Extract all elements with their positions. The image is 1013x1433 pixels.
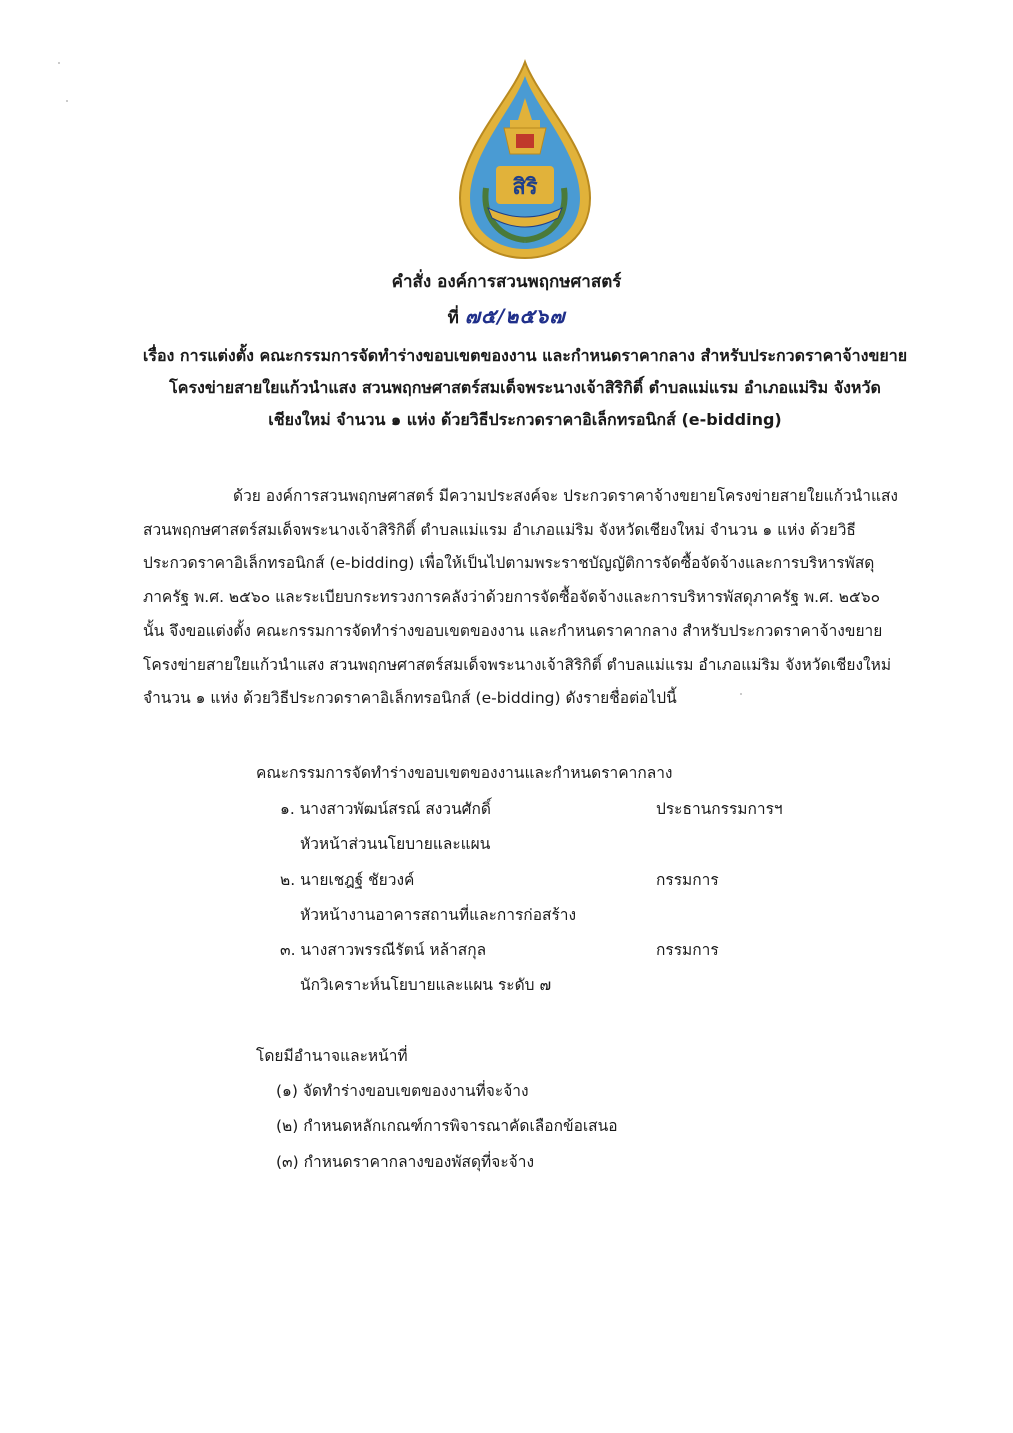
organization-emblem xyxy=(452,58,598,260)
member-role: กรรมการ xyxy=(656,941,719,959)
member-position: หัวหน้างานอาคารสถานที่และการก่อสร้าง xyxy=(300,906,577,924)
scan-speck xyxy=(58,62,60,64)
order-number-label: ที่ xyxy=(447,308,459,328)
body-line: จำนวน ๑ แห่ง ด้วยวิธีประกวดราคาอิเล็กทรอนิกส์ (e-bidding) ดังรายชื่อต่อไปนี้ xyxy=(143,689,677,708)
body-line: สวนพฤกษศาสตร์สมเด็จพระนางเจ้าสิริกิติ์ ตำบลแม่แรม อำเภอแม่ริม จังหวัดเชียงใหม่ จำนวน ๑ แห่ง ด้วยวิธี xyxy=(143,520,856,539)
member-position: นักวิเคราะห์นโยบายและแผน ระดับ ๗ xyxy=(300,976,552,994)
duty-item: (๒) กำหนดหลักเกณฑ์การพิจารณาคัดเลือกข้อเสนอ xyxy=(276,1117,618,1135)
member-name: ๓. นางสาวพรรณีรัตน์ หล้าสกุล xyxy=(280,941,487,959)
duty-item: (๓) กำหนดราคากลางของพัสดุที่จะจ้าง xyxy=(276,1153,535,1171)
body-line: ภาครัฐ พ.ศ. ๒๕๖๐ และระเบียบกระทรวงการคลังว่าด้วยการจัดซื้อจัดจ้างและการบริหารพัสดุภาครัฐ พ.ศ. ๒๕๖๐ xyxy=(143,588,881,607)
body-line: นั้น จึงขอแต่งตั้ง คณะกรรมการจัดทำร่างขอบเขตของงาน และกำหนดราคากลาง สำหรับประกวดราคาจ้างขยาย xyxy=(143,621,883,640)
duties-heading: โดยมีอำนาจและหน้าที่ xyxy=(256,1047,408,1065)
order-number xyxy=(0,300,1013,332)
member-position: หัวหน้าส่วนนโยบายและแผน xyxy=(300,835,491,853)
scan-speck xyxy=(66,100,68,102)
order-subject xyxy=(130,340,920,436)
committee-member xyxy=(280,937,840,962)
order-number-value: ๗๕/๒๕๖๗ xyxy=(464,304,566,328)
member-role: ประธานกรรมการฯ xyxy=(656,800,783,818)
duty-item: (๑) จัดทำร่างขอบเขตของงานที่จะจ้าง xyxy=(276,1082,529,1100)
body-line: โครงข่ายสายใยแก้วนำแสง สวนพฤกษศาสตร์สมเด็จพระนางเจ้าสิริกิติ์ ตำบลแม่แรม อำเภอแม่ริม จังหวัดเชียงใหม่ xyxy=(143,655,892,674)
subject-line: โครงข่ายสายใยแก้วนำแสง สวนพฤกษศาสตร์สมเด็จพระนางเจ้าสิริกิติ์ ตำบลแม่แรม อำเภอแม่ริม จังหวัด xyxy=(169,378,881,397)
committee-member xyxy=(280,796,840,821)
committee-heading: คณะกรรมการจัดทำร่างขอบเขตของงานและกำหนดราคากลาง xyxy=(256,764,673,782)
body-line: ประกวดราคาอิเล็กทรอนิกส์ (e-bidding) เพื่อให้เป็นไปตามพระราชบัญญัติการจัดซื้อจัดจ้างและการบริหารพัสดุ xyxy=(143,554,875,573)
svg-text:สิริ: สิริ xyxy=(512,175,538,200)
order-title: คำสั่ง องค์การสวนพฤกษศาสตร์ xyxy=(391,272,622,292)
body-line: ด้วย องค์การสวนพฤกษศาสตร์ มีความประสงค์จะ ประกวดราคาจ้างขยายโครงข่ายสายใยแก้วนำแสง xyxy=(233,487,898,505)
committee-member xyxy=(280,867,840,892)
member-role: กรรมการ xyxy=(656,871,719,889)
body-paragraph xyxy=(143,480,923,716)
subject-line: เรื่อง การแต่งตั้ง คณะกรรมการจัดทำร่างขอบเขตของงาน และกำหนดราคากลาง สำหรับประกวดราคาจ้างขยาย xyxy=(142,346,908,365)
member-name: ๑. นางสาวพัฒน์สรณ์ สงวนศักดิ์ xyxy=(280,800,491,818)
member-name: ๒. นายเชฎฐ์ ชัยวงค์ xyxy=(280,871,415,889)
scan-speck xyxy=(740,693,742,695)
subject-line: เชียงใหม่ จำนวน ๑ แห่ง ด้วยวิธีประกวดราคาอิเล็กทรอนิกส์ (e-bidding) xyxy=(268,410,782,429)
